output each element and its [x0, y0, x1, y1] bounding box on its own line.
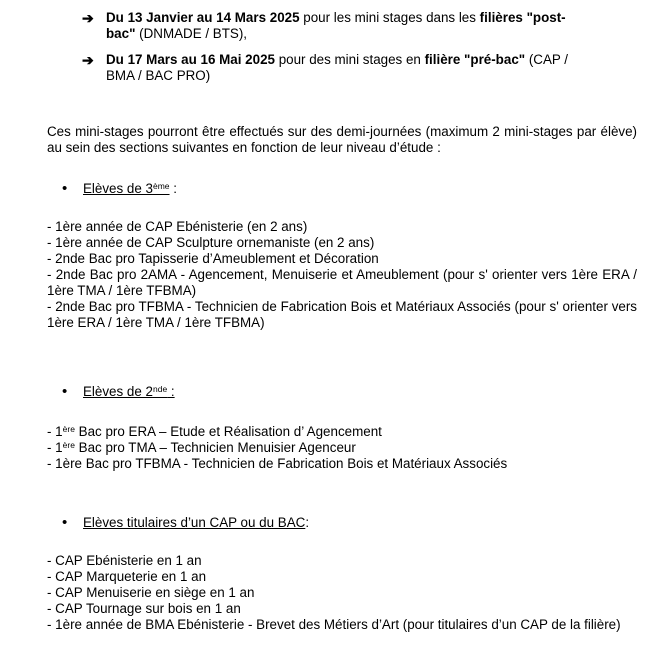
date-item-post-bac: Du 13 Janvier au 14 Mars 2025 pour les mini stages dans les filières "post- — [106, 10, 566, 25]
bullet-icon: • — [62, 180, 68, 197]
list-item: - CAP Ebénisterie en 1 an — [47, 553, 202, 568]
list-item: - 2nde Bac pro Tapisserie d’Ameublement et Décoration — [47, 251, 379, 266]
list-item: - 2nde Bac pro 2AMA - Agencement, Menuiserie et Ameublement (pour s' orienter vers 1ère ERA / 1ère TMA / 1ère TFBMA) — [47, 267, 637, 298]
date-item-pre-bac: Du 17 Mars au 16 Mai 2025 pour des mini stages en filière "pré-bac" (CAP / — [106, 52, 569, 67]
list-item: - 1ère année de BMA Ebénisterie - Brevet des Métiers d’Art (pour titulaires d’un CAP de la filière) — [47, 617, 621, 632]
date-item-post-bac-cont: bac" (DNMADE / BTS), — [106, 26, 248, 41]
bullet-icon: • — [62, 514, 68, 531]
list-item: - CAP Tournage sur bois en 1 an — [47, 601, 241, 616]
date-item-pre-bac-cont: BMA / BAC PRO) — [106, 68, 211, 83]
list-item: - 1ère Bac pro TFBMA - Technicien de Fabrication Bois et Matériaux Associés — [47, 456, 508, 471]
list-item: - 1ère année de CAP Sculpture ornemaniste (en 2 ans) — [47, 235, 375, 250]
period-label: Du 13 Janvier au 14 Mars 2025 — [106, 10, 300, 25]
list-item: - 2nde Bac pro TFBMA - Technicien de Fabrication Bois et Matériaux Associés (pour s' orienter vers 1ère ERA / 1ère TMA / 1ère TFBMA) — [47, 299, 637, 330]
period-label: Du 17 Mars au 16 Mai 2025 — [106, 52, 275, 67]
intro-paragraph: Ces mini-stages pourront être effectués sur des demi-journées (maximum 2 mini-stages par élève) au sein des sections suivantes en fonction de leur niveau d’étude : — [47, 124, 637, 155]
list-item: - CAP Marqueterie en 1 an — [47, 569, 207, 584]
list-item: - CAP Menuiserie en siège en 1 an — [47, 585, 255, 600]
section-heading-titulaires: Elèves titulaires d’un CAP ou du BAC: — [83, 515, 310, 530]
arrow-right-icon: ➔ — [82, 10, 94, 26]
list-item: - 1ère année de CAP Ebénisterie (en 2 ans) — [47, 219, 308, 234]
section-heading-3eme: Elèves de 3ème : — [83, 181, 177, 196]
bullet-icon: • — [62, 383, 68, 400]
section-heading-2nde: Elèves de 2nde : — [83, 384, 175, 399]
arrow-right-icon: ➔ — [82, 52, 94, 68]
list-item: - 1ère Bac pro TMA – Technicien Menuisier Agenceur — [47, 440, 356, 455]
list-item: - 1ère Bac pro ERA – Etude et Réalisation d’ Agencement — [47, 424, 382, 439]
